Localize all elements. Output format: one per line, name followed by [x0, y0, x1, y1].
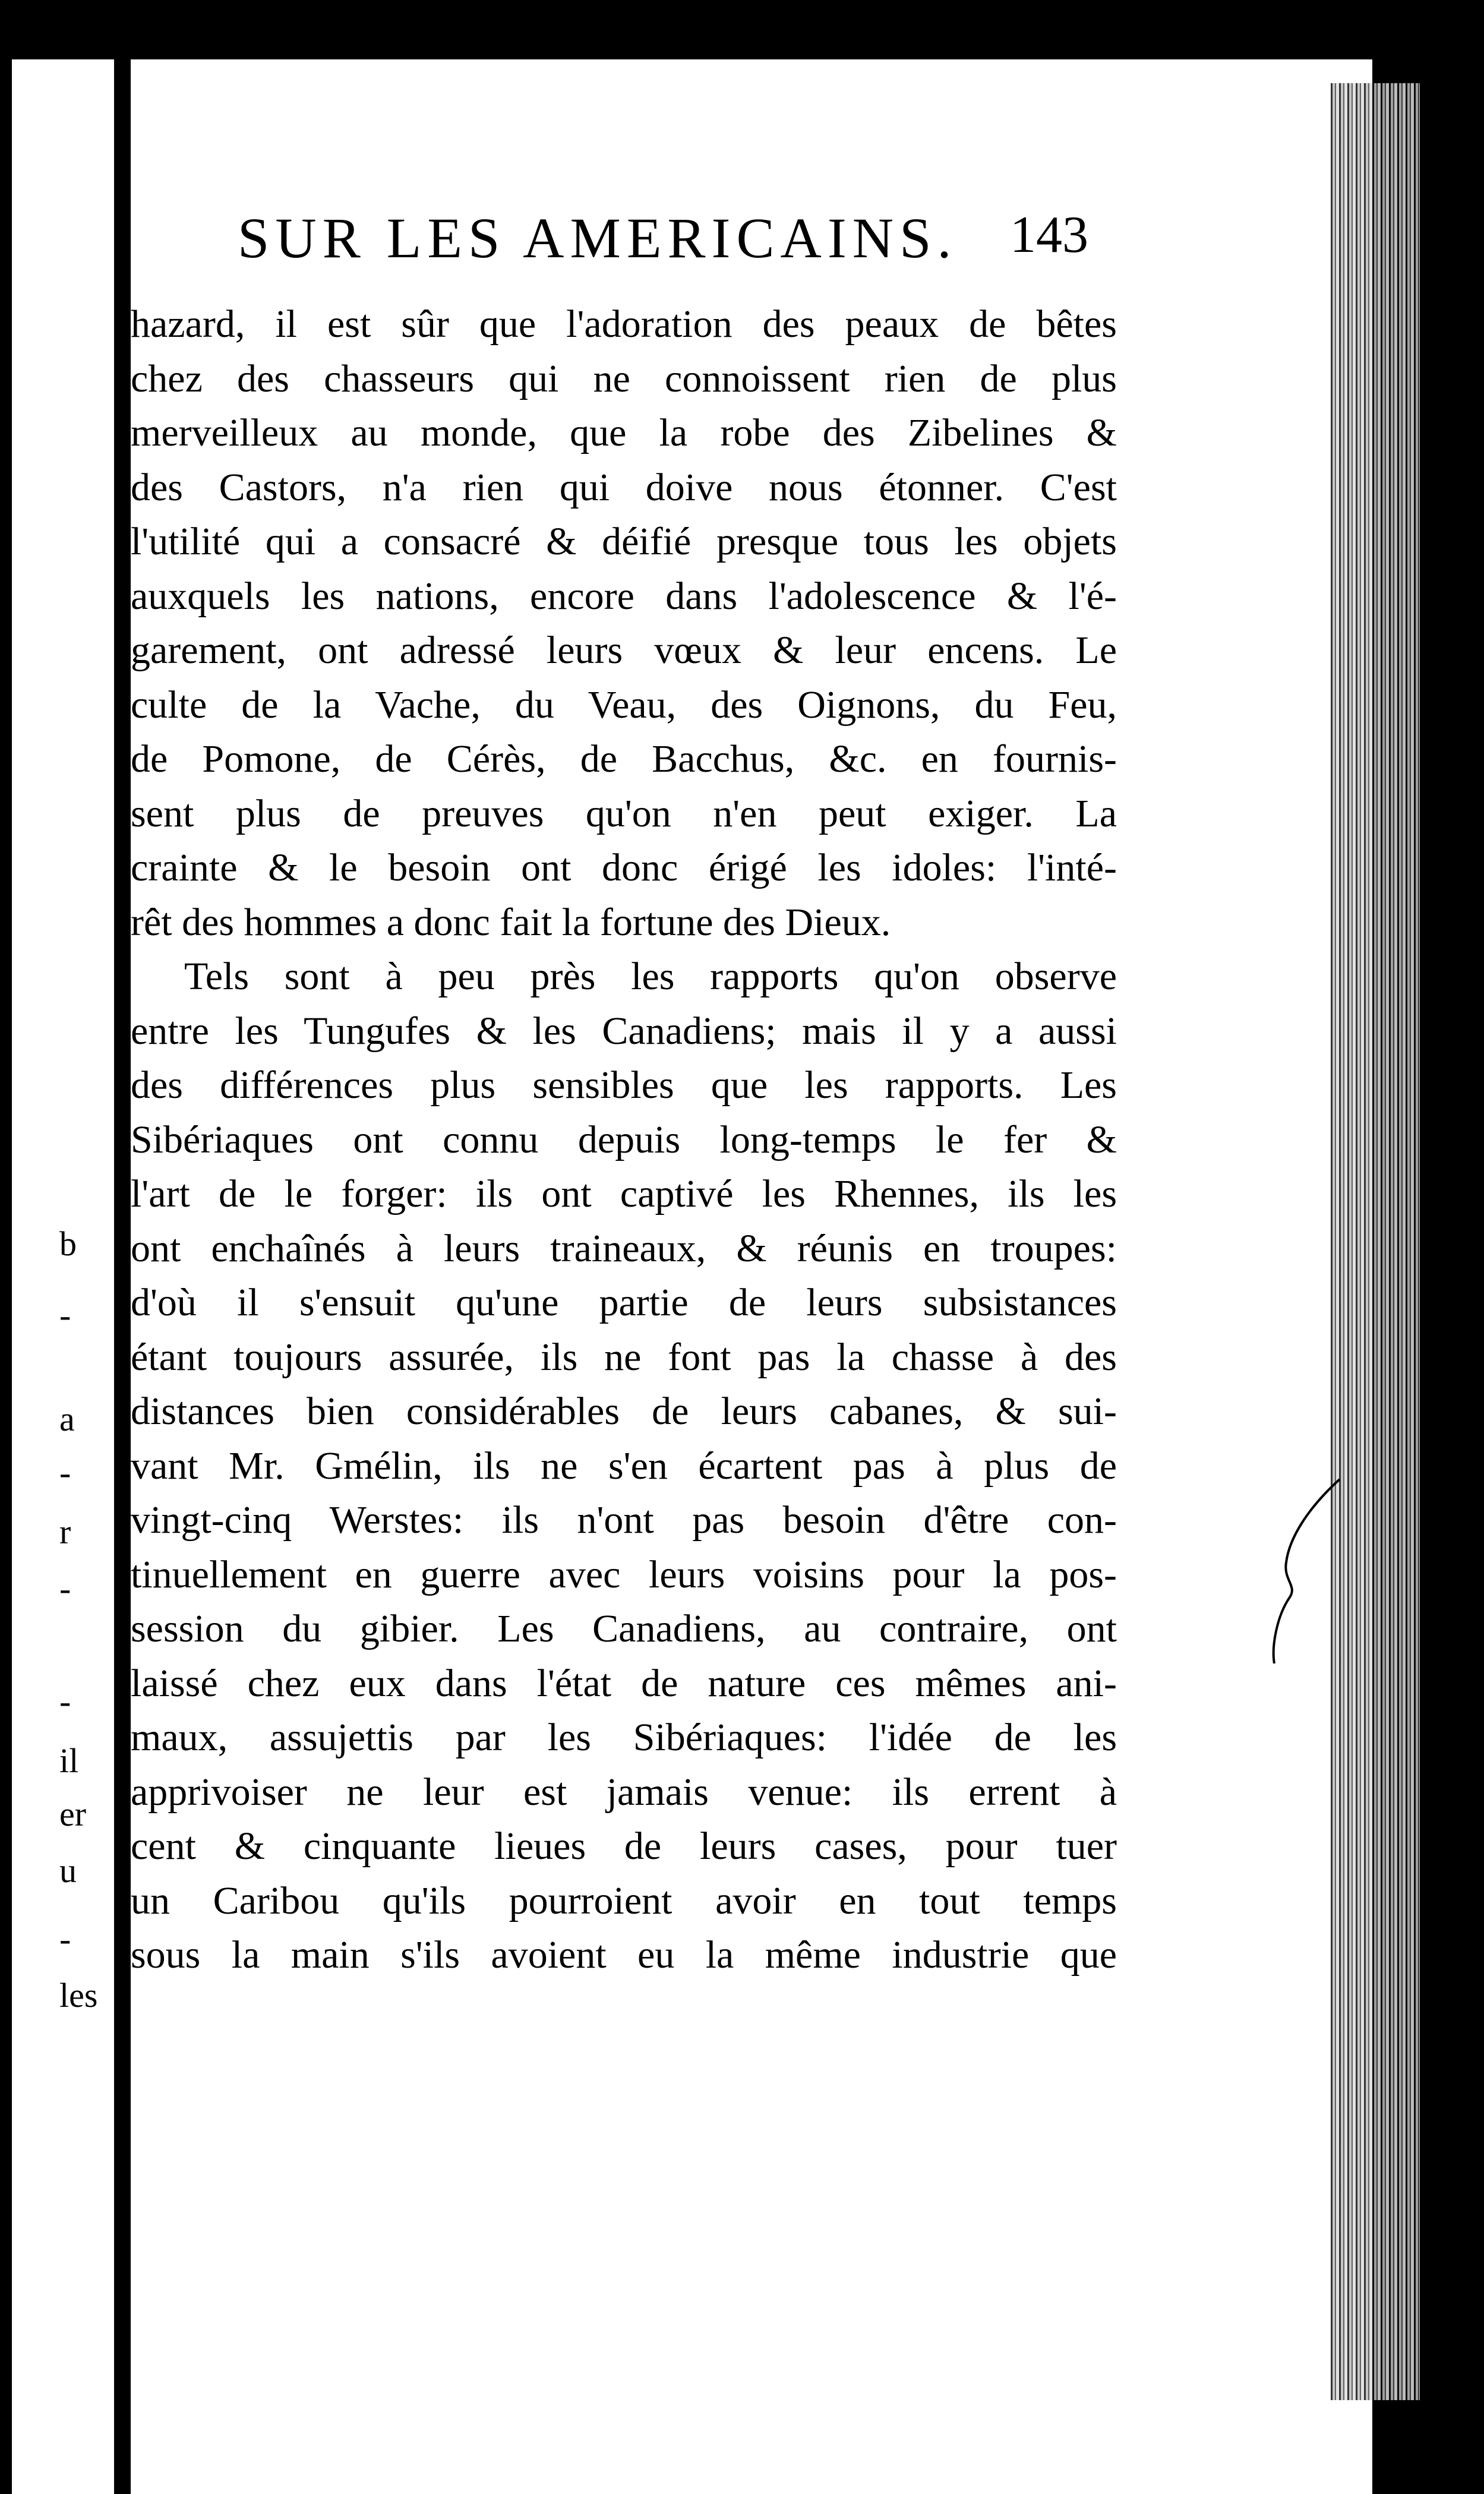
text-line: Tels sont à peu près les rapports qu'on observe — [184, 955, 1117, 998]
margin-fragment: b — [59, 1224, 77, 1263]
text-line: culte de la Vache, du Veau, des Oignons, du Feu, — [131, 683, 1117, 727]
text-line: un Caribou qu'ils pourroient avoir en tout temps — [131, 1879, 1117, 1922]
paragraph-1 — [131, 297, 1117, 949]
body-text — [131, 297, 1117, 1982]
page-number: 143 — [1010, 206, 1088, 264]
text-line: vant Mr. Gmélin, ils ne s'en écartent pas à plus de — [131, 1444, 1117, 1488]
text-line: cent & cinquante lieues de leurs cases, pour tuer — [131, 1824, 1117, 1868]
text-line: session du gibier. Les Canadiens, au contraire, ont — [131, 1607, 1117, 1650]
facing-page-edge — [12, 59, 131, 2494]
text-line: merveilleux au monde, que la robe des Zibelines & — [131, 411, 1117, 454]
margin-fragment: - — [59, 1569, 71, 1608]
text-line: chez des chasseurs qui ne connoissent rien de plus — [131, 356, 1117, 400]
text-line: auxquels les nations, encore dans l'adolescence & l'é- — [131, 574, 1117, 618]
text-line: hazard, il est sûr que l'adoration des peaux de bêtes — [131, 302, 1117, 346]
text-line: maux, assujettis par les Sibériaques: l'idée de les — [131, 1716, 1117, 1759]
text-line: vingt-cinq Werstes: ils n'ont pas besoin d'être con- — [131, 1498, 1117, 1542]
text-line: Sibériaques ont connu depuis long-temps le fer & — [131, 1117, 1117, 1161]
text-line: distances bien considérables de leurs cabanes, & sui- — [131, 1390, 1117, 1433]
text-line: des Castors, n'a rien qui doive nous étonner. C'est — [131, 465, 1117, 509]
margin-fragment: u — [59, 1851, 77, 1890]
text-line: l'utilité qui a consacré & déifié presque tous les objets — [131, 520, 1117, 563]
text-line: entre les Tungufes & les Canadiens; mais il y a aussi — [131, 1009, 1117, 1053]
margin-fragment: - — [59, 1453, 71, 1492]
paragraph-2 — [131, 949, 1117, 1982]
text-line: apprivoiser ne leur est jamais venue: ils errent à — [131, 1770, 1117, 1814]
text-line: de Pomone, de Cérès, de Bacchus, &c. en fournis- — [131, 737, 1117, 781]
margin-bracket-mark — [1271, 1473, 1343, 1669]
margin-fragment: r — [59, 1513, 71, 1551]
margin-fragment: er — [59, 1795, 87, 1833]
text-line: sous la main s'ils avoient eu la même industrie que — [131, 1933, 1117, 1977]
margin-fragment: - — [59, 1920, 71, 1958]
page-edge-texture — [1331, 83, 1420, 2400]
text-line: rêt des hommes a donc fait la fortune des Dieux. — [131, 900, 891, 944]
margin-fragment: il — [59, 1741, 79, 1780]
text-line: étant toujours assurée, ils ne font pas la chasse à des — [131, 1335, 1117, 1379]
text-line: laissé chez eux dans l'état de nature ces mêmes ani- — [131, 1661, 1117, 1705]
text-line: crainte & le besoin ont donc érigé les idoles: l'inté- — [131, 846, 1117, 889]
margin-fragment: - — [59, 1296, 71, 1334]
running-title: SUR LES AMERICAINS. — [238, 206, 958, 270]
text-line: tinuellement en guerre avec leurs voisins pour la pos- — [131, 1552, 1117, 1596]
margin-fragment: a — [59, 1400, 75, 1438]
margin-fragment: - — [59, 1682, 71, 1720]
text-line: ont enchaînés à leurs traineaux, & réunis en troupes: — [131, 1226, 1117, 1270]
text-line: sent plus de preuves qu'on n'en peut exiger. La — [131, 791, 1117, 835]
text-line: l'art de le forger: ils ont captivé les Rhennes, ils les — [131, 1172, 1117, 1216]
text-line: d'où il s'ensuit qu'une partie de leurs subsistances — [131, 1281, 1117, 1324]
margin-fragment: les — [59, 1976, 98, 2015]
text-line: garement, ont adressé leurs vœux & leur encens. Le — [131, 629, 1117, 672]
text-line: des différences plus sensibles que les rapports. Les — [131, 1063, 1117, 1107]
